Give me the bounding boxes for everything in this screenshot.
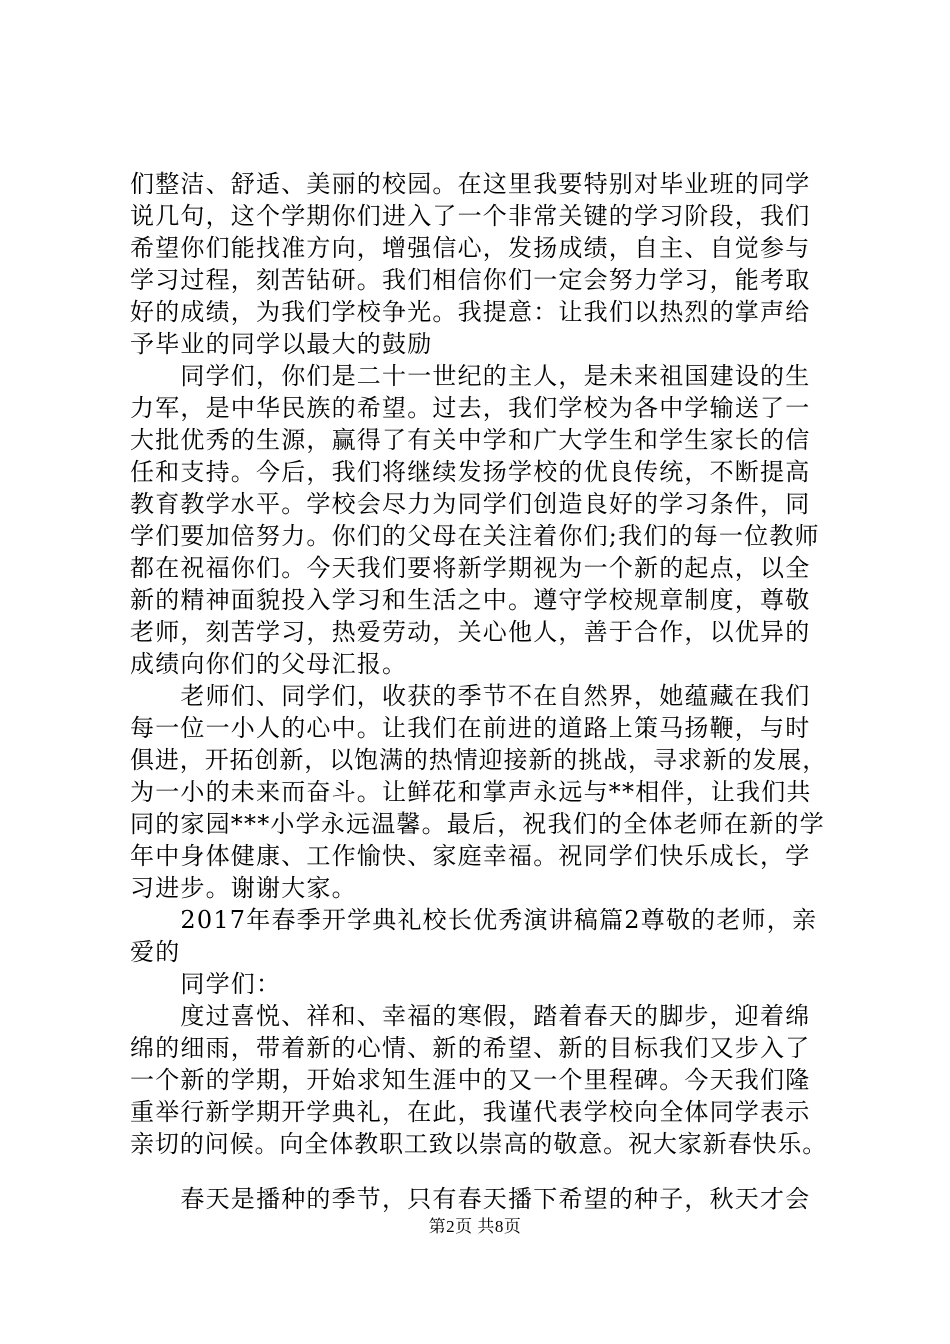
text-line: 好的成绩，为我们学校争光。我提意：让我们以热烈的掌声给 (130, 298, 811, 326)
text-line: 亲切的问候。向全体教职工致以崇高的敬意。祝大家新春快乐。 (130, 1130, 828, 1158)
text-line: 爱的 (130, 938, 181, 966)
text-line: 大批优秀的生源，赢得了有关中学和广大学生和学生家长的信 (130, 426, 811, 454)
text-line: 说几句，这个学期你们进入了一个非常关键的学习阶段，我们 (130, 202, 811, 230)
text-line: 同学们： (130, 970, 282, 998)
text-line: 新的精神面貌投入学习和生活之中。遵守学校规章制度，尊敬 (130, 586, 811, 614)
text-line: 任和支持。今后，我们将继续发扬学校的优良传统，不断提高 (130, 458, 811, 486)
text-line: 俱进，开拓创新，以饱满的热情迎接新的挑战，寻求新的发展， (130, 746, 828, 774)
page-number-footer: 第2页 共8页 (428, 1217, 522, 1236)
text-line: 予毕业的同学以最大的鼓励 (130, 330, 433, 358)
text-line: 都在祝福你们。今天我们要将新学期视为一个新的起点，以全 (130, 554, 811, 582)
text-line: 成绩向你们的父母汇报。 (130, 650, 408, 678)
text-line: 力军，是中华民族的希望。过去，我们学校为各中学输送了一 (130, 394, 811, 422)
text-line: 春天是播种的季节，只有春天播下希望的种子，秋天才会 (130, 1185, 811, 1213)
text-line: 希望你们能找准方向，增强信心，发扬成绩，自主、自觉参与 (130, 234, 811, 262)
text-line: 老师们、同学们，收获的季节不在自然界，她蕴藏在我们 (130, 682, 811, 710)
text-line: 学们要加倍努力。你们的父母在关注着你们;我们的每一位教师 (130, 522, 820, 550)
text-line: 年中身体健康、工作愉快、家庭幸福。祝同学们快乐成长，学 (130, 842, 811, 870)
text-line: 为一小的未来而奋斗。让鲜花和掌声永远与**相伴，让我们共 (130, 778, 812, 806)
text-line: 们整洁、舒适、美丽的校园。在这里我要特别对毕业班的同学 (130, 170, 811, 198)
text-line: 绵的细雨，带着新的心情、新的希望、新的目标我们又步入了 (130, 1034, 811, 1062)
text-line: 一个新的学期，开始求知生涯中的又一个里程碑。今天我们隆 (130, 1066, 811, 1094)
text-line: 习进步。谢谢大家。 (130, 874, 357, 902)
document-body (130, 168, 830, 1215)
text-line: 同学们，你们是二十一世纪的主人，是未来祖国建设的生 (130, 362, 811, 390)
text-line: 学习过程，刻苦钻研。我们相信你们一定会努力学习，能考取 (130, 266, 811, 294)
text-line: 每一位一小人的心中。让我们在前进的道路上策马扬鞭，与时 (130, 714, 811, 742)
text-line: 同的家园***小学永远温馨。最后，祝我们的全体老师在新的学 (130, 810, 825, 838)
text-line: 2017年春季开学典礼校长优秀演讲稿篇2尊敬的老师，亲 (130, 906, 818, 934)
text-line: 度过喜悦、祥和、幸福的寒假，踏着春天的脚步，迎着绵 (130, 1002, 811, 1030)
text-line: 老师，刻苦学习，热爱劳动，关心他人，善于合作，以优异的 (130, 618, 811, 646)
text-line: 教育教学水平。学校会尽力为同学们创造良好的学习条件，同 (130, 490, 811, 518)
text-line: 重举行新学期开学典礼，在此，我谨代表学校向全体同学表示 (130, 1098, 811, 1126)
paragraph-gap (130, 1160, 830, 1183)
